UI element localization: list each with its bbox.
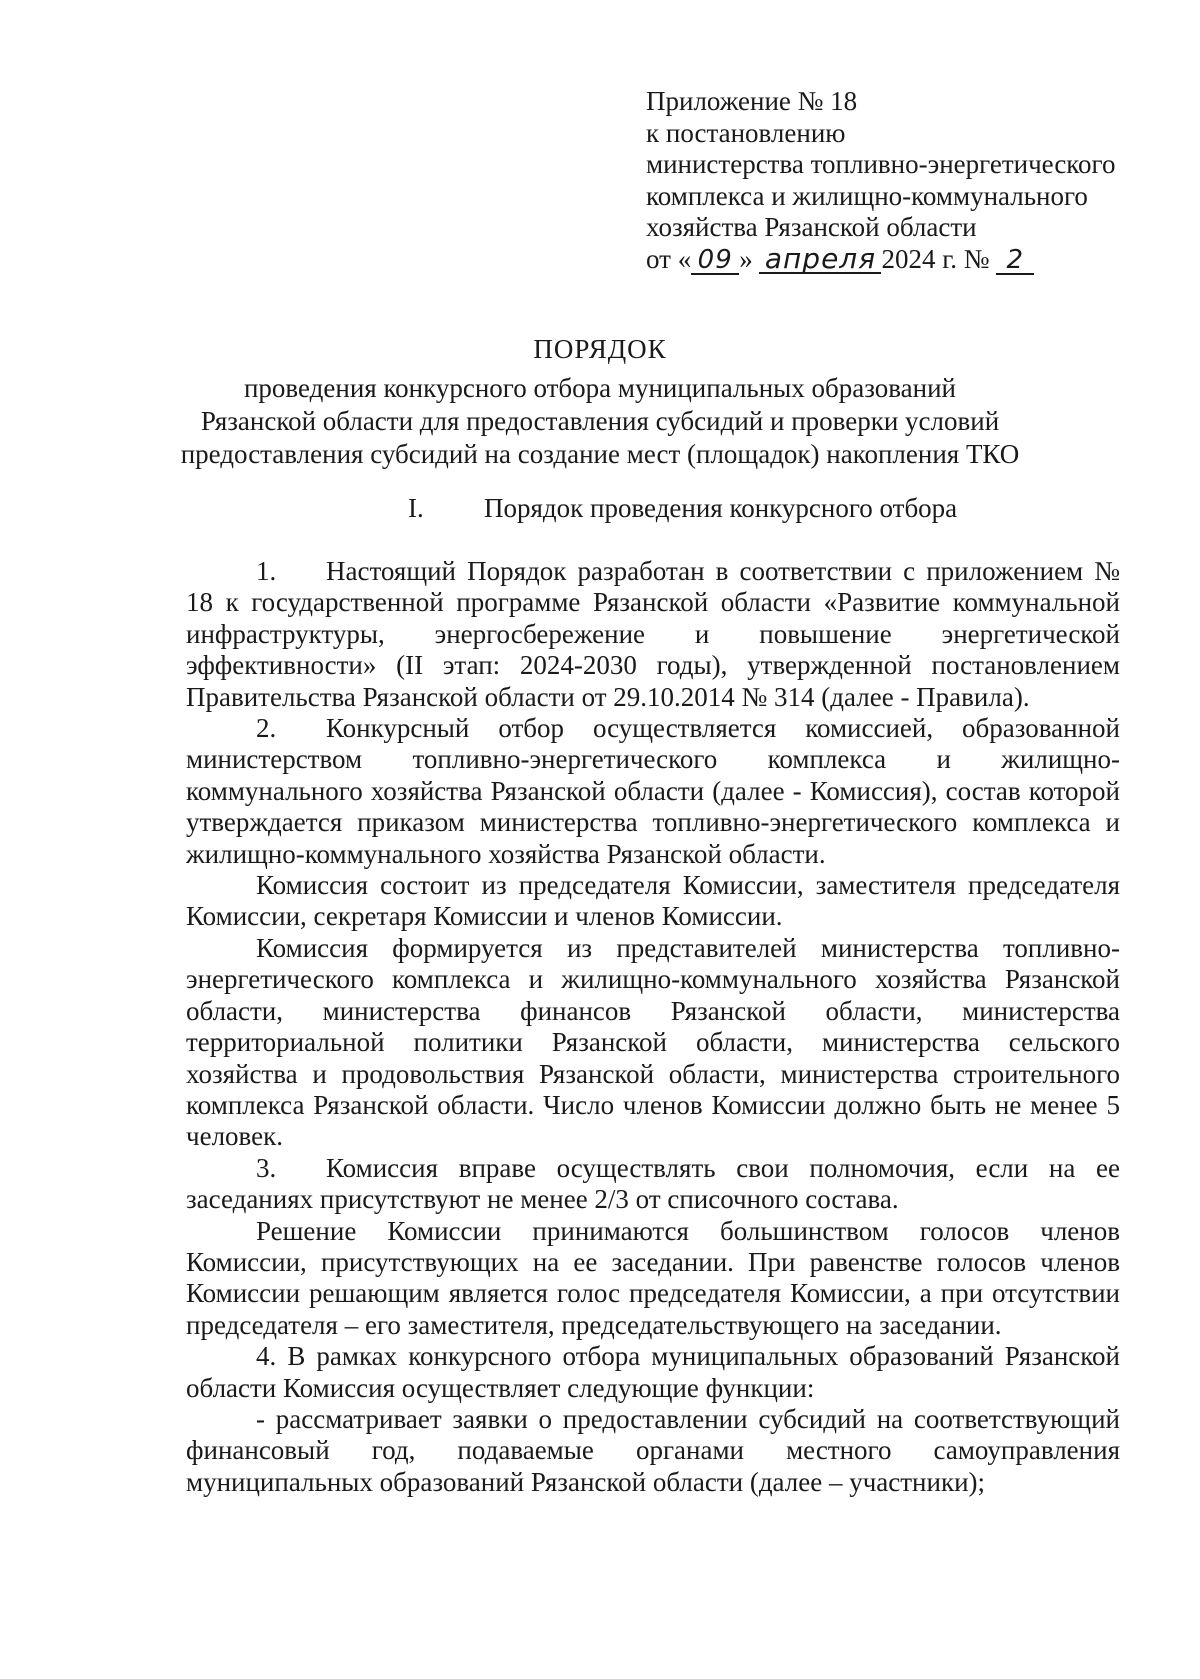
paragraph-5-text: Комиссия вправе осуществлять свои полномочия, если на ее заседаниях присутствуют не менее 2/3 от списочного состава.: [186, 1152, 1120, 1215]
appendix-line-5: хозяйства Рязанской области: [646, 212, 977, 242]
paragraph-4: Комиссия формируется из представителей министерства топливно-энергетического комплекса и жилищно-коммунального хозяйства Рязанской области, министерства финансов Рязанской области, министерства территориальной политики Рязанской области, министерства сельского хозяйства и продовольствия Рязанской области, министерства строительного комплекса Рязанской области. Число членов Комиссии должно быть не менее 5 человек.: [186, 932, 1120, 1152]
date-mid: »: [739, 243, 753, 274]
paragraph-2-number: 2.: [256, 713, 277, 744]
appendix-line-1: Приложение № 18: [646, 86, 858, 116]
section-number: I.: [408, 493, 424, 523]
paragraph-8: - рассматривает заявки о предоставлении субсидий на соответствующий финансовый год, подаваемые органами местного самоуправления муниципальных образований Рязанской области (далее – участники);: [186, 1403, 1120, 1497]
section-title: Порядок проведения конкурсного отбора: [484, 493, 958, 523]
paragraph-1-text: Настоящий Порядок разработан в соответствии с приложением № 18 к государственной программе Рязанской области «Развитие коммунальной инфраструктуры, энергосбережение и повышение энергетической эффективности» (II этап: 2024-2030 годы), утвержденной постановлением Правительства Рязанской области от 29.10.2014 № 314 (далее - Правила).: [186, 556, 1120, 712]
paragraph-3: Комиссия состоит из председателя Комиссии, заместителя председателя Комиссии, секретаря Комиссии и членов Комиссии.: [186, 870, 1120, 932]
document-body: [186, 556, 1120, 1498]
paragraph-1: [186, 556, 1120, 713]
appendix-date-line: [646, 241, 1115, 276]
paragraph-2: [186, 713, 1120, 870]
appendix-line-3: министерства топливно-энергетического: [646, 149, 1116, 179]
paragraph-1-number: 1.: [256, 556, 277, 586]
date-prefix: от «: [646, 243, 692, 274]
appendix-header: [646, 86, 1115, 275]
paragraph-7: 4. В рамках конкурсного отбора муниципальных образований Рязанской области Комиссия осуществляет следующие функции:: [186, 1341, 1120, 1403]
paragraph-2-text: Конкурсный отбор осуществляется комиссией, образованной министерством топливно-энергетического комплекса и жилищно-коммунального хозяйства Рязанской области (далее - Комиссия), состав которой утверждается приказом министерства топливно-энергетического комплекса и жилищно-коммунального хозяйства Рязанской области.: [186, 713, 1120, 869]
subtitle-line-1: проведения конкурсного отбора муниципальных образований: [243, 373, 957, 403]
appendix-line-4: комплекса и жилищно-коммунального: [646, 180, 1088, 211]
paragraph-5: [186, 1153, 1120, 1216]
handwritten-day: 09: [691, 247, 739, 275]
subtitle-line-3: предоставления субсидий на создание мест (площадок) накопления ТКО: [180, 439, 1020, 469]
document-title: ПОРЯДОК: [533, 334, 667, 364]
handwritten-number: 2: [996, 247, 1034, 275]
appendix-line-2: к постановлению: [646, 117, 846, 148]
handwritten-month: апреля: [759, 246, 881, 274]
subtitle-line-2: Рязанской области для предоставления субсидий и проверки условий: [200, 406, 1000, 436]
document-subtitle: [0, 372, 1200, 471]
paragraph-6: Решение Комиссии принимаются большинством голосов членов Комиссии, присутствующих на ее заседании. При равенстве голосов членов Комиссии решающим является голос председателя Комиссии, а при отсутствии председателя – его заместителя, председательствующего на заседании.: [186, 1215, 1120, 1340]
date-year: 2024 г. №: [881, 243, 990, 274]
section-heading: [408, 493, 957, 524]
paragraph-5-number: 3.: [256, 1152, 277, 1183]
